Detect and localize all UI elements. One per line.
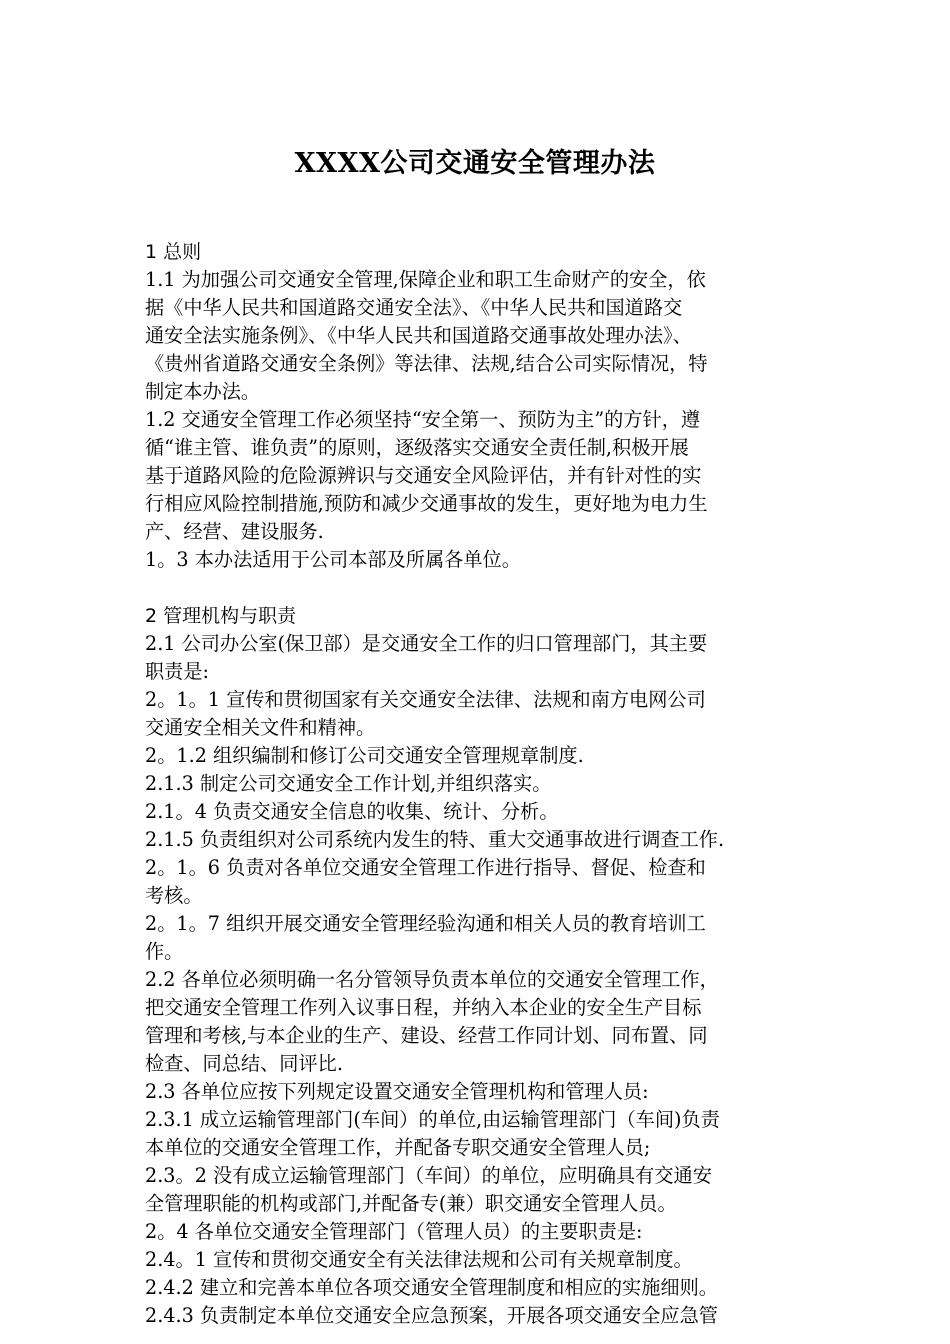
text-line: 2.1 公司办公室(保卫部）是交通安全工作的归口管理部门，其主要	[145, 632, 708, 655]
text-line: 2。4 各单位交通安全管理部门（管理人员）的主要职责是:	[145, 1220, 643, 1243]
text-line: 2.3 各单位应按下列规定设置交通安全管理机构和管理人员:	[145, 1080, 649, 1103]
text-line: 2.1。4 负责交通安全信息的收集、统计、分析。	[145, 800, 559, 823]
text-line: 2.1.5 负责组织对公司系统内发生的特、重大交通事故进行调查工作.	[145, 828, 725, 851]
document-body	[145, 238, 815, 1330]
text-line: 基于道路风险的危险源辨识与交通安全风险评估，并有针对性的实	[145, 464, 702, 487]
text-line: 2。1。6 负责对各单位交通安全管理工作进行指导、督促、检查和	[145, 856, 706, 879]
text-line: 把交通安全管理工作列入议事日程，并纳入本企业的安全生产目标	[145, 996, 702, 1019]
text-line: 2。1。1 宣传和贯彻国家有关交通安全法律、法规和南方电网公司	[145, 688, 706, 711]
text-line: 《贵州省道路交通安全条例》等法律、法规,结合公司实际情况，特	[145, 352, 708, 375]
text-line: 1.2 交通安全管理工作必须坚持“安全第一、预防为主”的方针，遵	[145, 408, 701, 431]
text-line: 1.1 为加强公司交通安全管理,保障企业和职工生命财产的安全，依	[145, 268, 706, 291]
text-line: 职责是:	[145, 660, 210, 683]
text-line: 2。1。7 组织开展交通安全管理经验沟通和相关人员的教育培训工	[145, 912, 706, 935]
text-line: 行相应风险控制措施,预防和减少交通事故的发生，更好地为电力生	[145, 492, 708, 515]
text-line: 2.3。2 没有成立运输管理部门（车间）的单位，应明确具有交通安	[145, 1164, 712, 1187]
text-line: 循“谁主管、谁负责”的原则，逐级落实交通安全责任制,积极开展	[145, 436, 689, 459]
text-line: 通安全法实施条例》、《中华人民共和国道路交通事故处理办法》、	[145, 324, 692, 347]
text-line: 管理和考核,与本企业的生产、建设、经营工作同计划、同布置、同	[145, 1024, 708, 1047]
text-line: 考核。	[145, 884, 203, 907]
text-line: 2.4.3 负责制定本单位交通安全应急预案，开展各项交通安全应急管	[145, 1304, 718, 1327]
text-line: 制定本办法。	[145, 380, 261, 403]
text-line: 作。	[145, 940, 184, 963]
text-line: 交通安全相关文件和精神。	[145, 716, 376, 739]
text-line: 全管理职能的机构或部门,并配备专(兼）职交通安全管理人员。	[145, 1192, 677, 1215]
text-line: 2.1.3 制定公司交通安全工作计划,并组织落实。	[145, 772, 552, 795]
text-line: 1。3 本办法适用于公司本部及所属各单位。	[145, 548, 521, 571]
text-line: 产、经营、建设服务.	[145, 520, 324, 543]
text-line: 2.4。1 宣传和贯彻交通安全有关法律法规和公司有关规章制度。	[145, 1248, 693, 1271]
text-line: 检查、同总结、同评比.	[145, 1052, 343, 1075]
section-heading: 2 管理机构与职责	[145, 605, 297, 627]
blank-line	[145, 574, 815, 602]
text-line: 2.2 各单位必须明确一名分管领导负责本单位的交通安全管理工作，	[145, 968, 719, 991]
text-line: 本单位的交通安全管理工作，并配备专职交通安全管理人员;	[145, 1136, 651, 1159]
section-heading: 1 总则	[145, 241, 202, 263]
text-line: 2.4.2 建立和完善本单位各项交通安全管理制度和相应的实施细则。	[145, 1276, 718, 1299]
text-line: 据《中华人民共和国道路交通安全法》、《中华人民共和国道路交	[145, 296, 683, 319]
document-title: XXXX公司交通安全管理办法	[294, 148, 656, 179]
text-line: 2.3.1 成立运输管理部门(车间）的单位,由运输管理部门（车间)负责	[145, 1108, 720, 1131]
text-line: 2。1.2 组织编制和修订公司交通安全管理规章制度.	[145, 744, 584, 767]
